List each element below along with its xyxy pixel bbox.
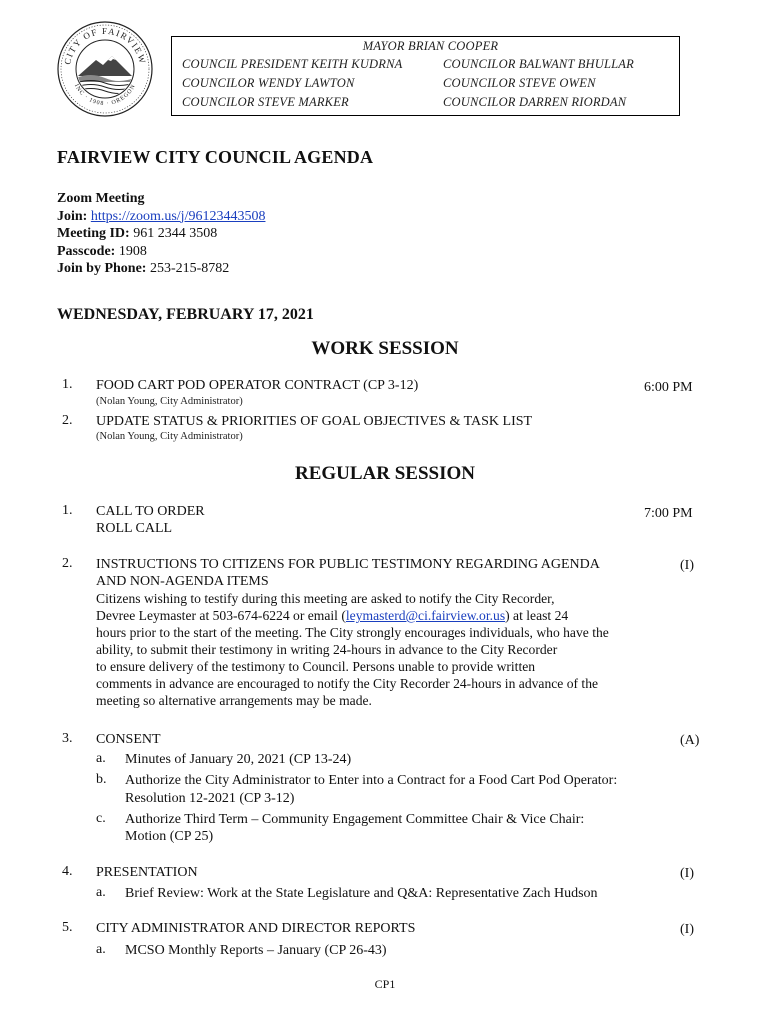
item-number: 3.: [62, 731, 73, 746]
council-member: COUNCILOR STEVE OWEN: [443, 76, 596, 90]
presenter-note: (Nolan Young, City Administrator): [96, 396, 243, 407]
phone-value: 253-215-8782: [149, 261, 230, 276]
work-session-heading: WORK SESSION: [311, 338, 459, 359]
council-members-box: [171, 36, 680, 116]
phone-label: Join by Phone:: [57, 261, 147, 276]
sub-item-letter: b.: [96, 772, 107, 787]
sub-item-letter: a.: [96, 942, 106, 957]
agenda-item-title: CALL TO ORDER: [96, 504, 205, 519]
presenter-note: (Nolan Young, City Administrator): [96, 431, 243, 442]
join-label: Join:: [57, 208, 88, 224]
page-number-footer: CP1: [374, 977, 396, 991]
item-code: (I): [680, 558, 694, 573]
council-member: COUNCILOR STEVE MARKER: [182, 95, 349, 109]
paragraph-line: Citizens wishing to testify during this meeting are asked to notify the City Recorder,: [96, 591, 555, 606]
sub-item-letter: a.: [96, 885, 106, 900]
sub-item-text: Authorize the City Administrator to Enter into a Contract for a Food Cart Pod Operator:: [125, 773, 618, 788]
item-number: 5.: [62, 920, 73, 935]
item-time: 6:00 PM: [644, 380, 693, 395]
council-member: COUNCILOR DARREN RIORDAN: [443, 95, 627, 109]
testimony-instructions: [96, 590, 656, 709]
agenda-item-title: INSTRUCTIONS TO CITIZENS FOR PUBLIC TESTIMONY REGARDING AGENDA: [96, 557, 600, 572]
sub-item-text: Minutes of January 20, 2021 (CP 13-24): [125, 752, 352, 767]
meeting-id-label: Meeting ID:: [57, 226, 130, 241]
item-number: 4.: [62, 864, 73, 879]
paragraph-line: comments in advance are encouraged to notify the City Recorder 24-hours in advance of the: [96, 676, 599, 691]
agenda-item-title: FOOD CART POD OPERATOR CONTRACT (CP 3-12): [96, 378, 419, 393]
paragraph-line: hours prior to the start of the meeting. The City strongly encourages individuals, who have the: [96, 625, 609, 640]
mayor-name: MAYOR BRIAN COOPER: [362, 39, 499, 53]
agenda-item-title: UPDATE STATUS & PRIORITIES OF GOAL OBJECTIVES & TASK LIST: [96, 414, 533, 429]
city-seal-logo: [56, 20, 154, 118]
svg-text:CITY OF FAIRVIEW: CITY OF FAIRVIEW: [62, 25, 148, 66]
sub-item-text: Authorize Third Term – Community Engagement Committee Chair & Vice Chair:: [125, 812, 585, 827]
text-span: ) at least 24: [505, 608, 569, 623]
passcode-label: Passcode:: [57, 243, 116, 259]
paragraph-line: ability, to submit their testimony in writing 24-hours in advance to the City Recorder: [96, 642, 558, 657]
zoom-join-link[interactable]: https://zoom.us/j/96123443508: [90, 208, 266, 224]
sub-item-text: MCSO Monthly Reports – January (CP 26-43): [125, 943, 387, 958]
text-span: Devree Leymaster at 503-674-6224 or email (: [96, 608, 346, 623]
sub-item-text: Brief Review: Work at the State Legislature and Q&A: Representative Zach Hudson: [125, 886, 598, 901]
sub-item-letter: a.: [96, 751, 106, 766]
item-code: (I): [680, 866, 694, 881]
regular-session-heading: REGULAR SESSION: [294, 463, 476, 484]
item-number: 1.: [62, 503, 73, 518]
sub-item-text: Resolution 12-2021 (CP 3-12): [125, 791, 295, 806]
council-member: COUNCILOR BALWANT BHULLAR: [443, 57, 634, 71]
meeting-date: WEDNESDAY, FEBRUARY 17, 2021: [57, 306, 314, 323]
email-link[interactable]: leymasterd@ci.fairview.or.us: [345, 608, 506, 623]
page-title: FAIRVIEW CITY COUNCIL AGENDA: [57, 147, 374, 167]
agenda-item-title: AND NON-AGENDA ITEMS: [96, 574, 269, 589]
item-code: (A): [680, 733, 700, 748]
item-code: (I): [680, 922, 694, 937]
passcode-value: 1908: [118, 243, 147, 259]
item-time: 7:00 PM: [644, 506, 693, 521]
council-member: COUNCIL PRESIDENT KEITH KUDRNA: [182, 57, 403, 71]
zoom-heading: Zoom Meeting: [57, 191, 145, 206]
council-left-column: [182, 55, 403, 112]
item-number: 1.: [62, 377, 73, 392]
svg-text:INC · 1908 · OREGON: INC · 1908 · OREGON: [72, 83, 138, 108]
item-number: 2.: [62, 413, 73, 428]
agenda-item-title: PRESENTATION: [96, 865, 198, 880]
paragraph-line: to ensure delivery of the testimony to Council. Persons unable to provide written: [96, 659, 536, 674]
council-right-column: [443, 55, 634, 112]
council-member: COUNCILOR WENDY LAWTON: [182, 76, 355, 90]
meeting-id-value: 961 2344 3508: [133, 226, 218, 241]
agenda-item-title: CITY ADMINISTRATOR AND DIRECTOR REPORTS: [96, 921, 416, 936]
paragraph-line: [96, 607, 656, 624]
item-number: 2.: [62, 556, 73, 571]
agenda-item-title: ROLL CALL: [96, 521, 173, 536]
paragraph-line: meeting so alternative arrangements may be made.: [96, 693, 372, 708]
agenda-item-title: CONSENT: [96, 732, 161, 747]
zoom-info: [57, 190, 265, 278]
sub-item-letter: c.: [96, 811, 106, 826]
sub-item-text: Motion (CP 25): [125, 829, 214, 844]
